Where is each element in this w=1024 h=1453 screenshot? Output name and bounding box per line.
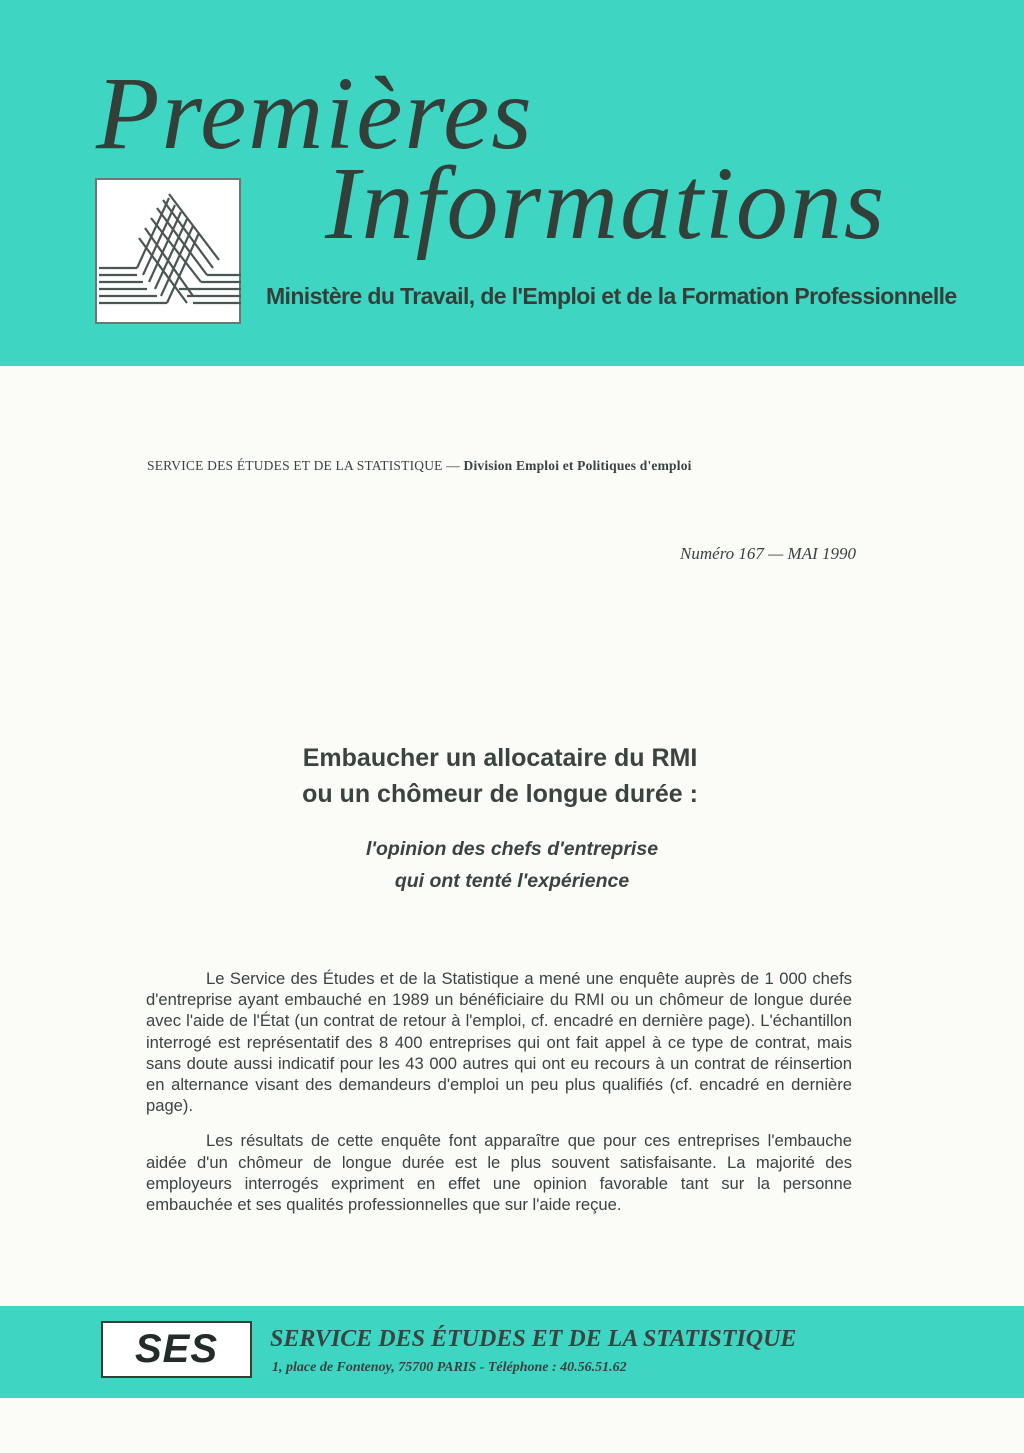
- service-division-line: [147, 458, 857, 474]
- headline-line1: Embaucher un allocataire du RMI: [302, 744, 698, 772]
- ministry-logo-icon: [95, 178, 241, 324]
- division-name: Division Emploi et Politiques d'emploi: [463, 458, 692, 473]
- article-headline: [0, 740, 1000, 812]
- body-paragraph: Les résultats de cette enquête font apparaître que pour ces entreprises l'embauche aidée d'un chômeur de longue durée est le plus souvent satisfaisante. La majorité des employeurs interrogés expriment en effet une opinion favorable tant sur la personne embauchée et ses qualités professionnelles que sur l'aide reçue.: [146, 1131, 852, 1215]
- ministry-name: Ministère du Travail, de l'Emploi et de la Formation Professionnelle: [266, 283, 957, 309]
- body-paragraph: Le Service des Études et de la Statistique a mené une enquête auprès de 1 000 chefs d'entreprise ayant embauché en 1989 un bénéficiaire du RMI ou un chômeur de longue durée avec l'aide de l'État (un contrat de retour à l'emploi, cf. encadré en dernière page). L'échantillon interrogé est représentatif des 8 400 entreprises qui ont fait appel à ce type de contrat, mais sans doute aussi indicatif pour les 43 000 autres qui ont eu recours à un contrat de réinsertion en alternance visant des demandeurs d'emploi un peu plus qualifiés (cf. encadré en dernière page).: [146, 969, 852, 1116]
- service-name: SERVICE DES ÉTUDES ET DE LA STATISTIQUE: [147, 458, 443, 473]
- article-body: [146, 968, 852, 1229]
- subtitle-line1: l'opinion des chefs d'entreprise: [365, 838, 659, 860]
- masthead: [0, 0, 1024, 366]
- publication-title-line2: Informations: [325, 146, 887, 261]
- separator: —: [446, 458, 460, 473]
- headline-line2: ou un chômeur de longue durée :: [302, 780, 698, 808]
- issue-number-date: Numéro 167 — MAI 1990: [680, 544, 856, 563]
- footer-address: 1, place de Fontenoy, 75700 PARIS - Téléphone : 40.56.51.62: [272, 1360, 627, 1375]
- footer-title: SERVICE DES ÉTUDES ET DE LA STATISTIQUE: [270, 1326, 797, 1352]
- publication-title-line1: Premières: [96, 56, 534, 171]
- article-subtitle: [0, 833, 1024, 897]
- subtitle-line2: qui ont tenté l'expérience: [394, 870, 630, 892]
- ses-logo: SES: [101, 1321, 252, 1378]
